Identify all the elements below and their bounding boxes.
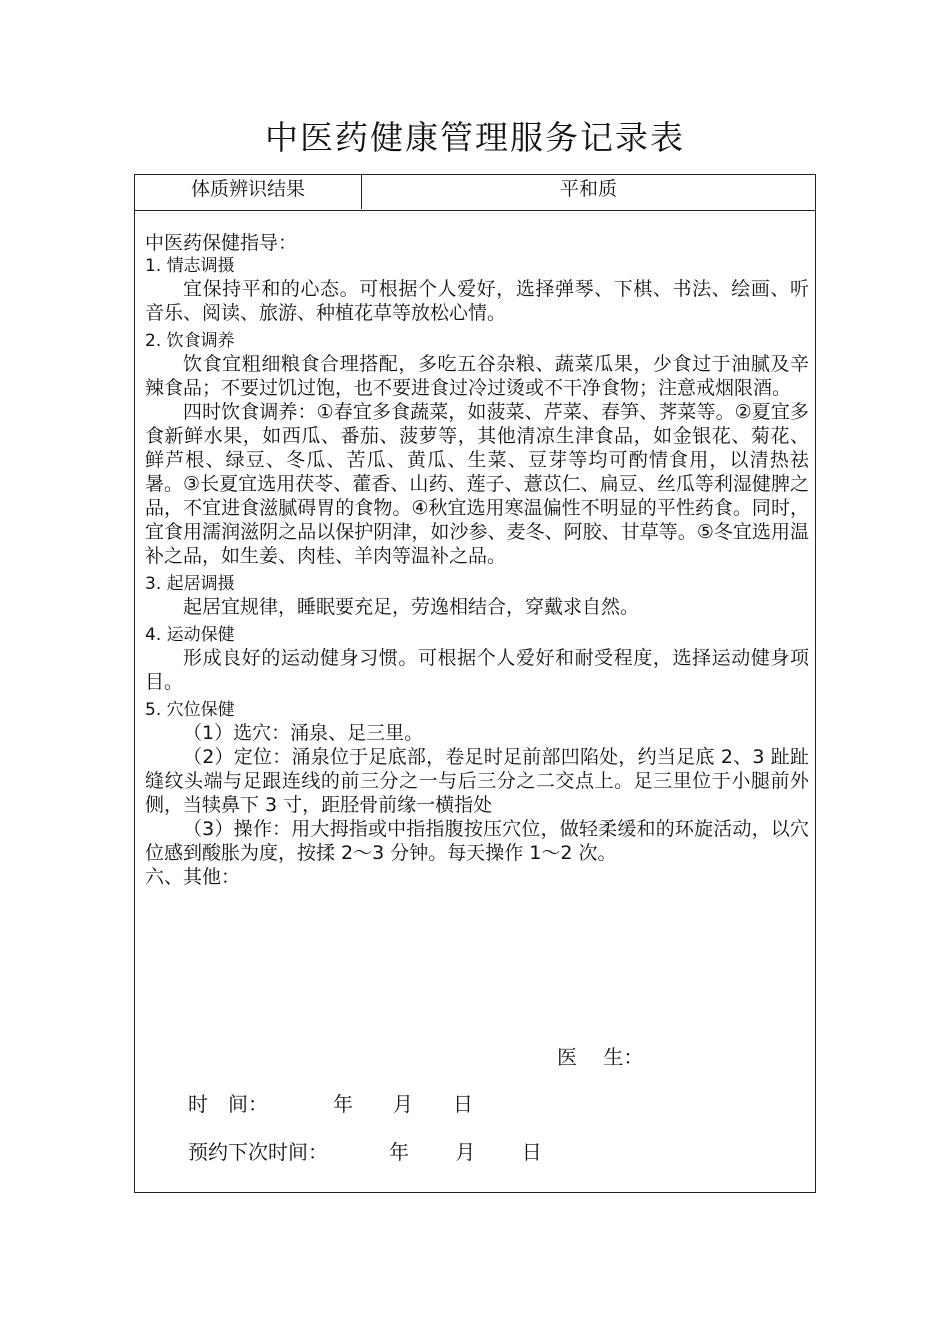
time-label: 时 间： [188, 1092, 268, 1116]
guidance-title: 中医药保健指导： [145, 232, 298, 254]
constitution-result-value: 平和质 [559, 178, 617, 200]
section-4-heading: 4. 运动保健 [145, 625, 235, 645]
page-title: 中医药健康管理服务记录表 [265, 118, 685, 157]
section-2-heading: 2. 饮食调养 [145, 331, 235, 351]
section-5-heading: 5. 穴位保健 [145, 700, 235, 720]
next-appointment-date: 年 月 日 [389, 1140, 542, 1164]
section-2-text-1: 饮食宜粗细粮食合理搭配，多吃五谷杂粮、蔬菜瓜果，少食过于油腻及辛辣食品；不要过饥过饱，也不要进食过冷过烫或不干净食物；注意戒烟限酒。 [145, 353, 809, 399]
section-5-text-2: （2）定位：涌泉位于足底部，卷足时足前部凹陷处，约当足底 2、3 趾趾缝纹头端与足跟连线的前三分之一与后三分之二交点上。足三里位于小腿前外侧，当犊鼻下 3 寸，距胫骨前缘一横指处 [145, 746, 809, 816]
section-1-heading: 1. 情志调摄 [145, 256, 235, 276]
record-table [134, 174, 816, 1193]
time-date: 年 月 日 [333, 1092, 473, 1116]
section-4-text: 形成良好的运动健身习惯。可根据个人爱好和耐受程度，选择运动健身项目。 [145, 647, 809, 693]
section-3-text: 起居宜规律，睡眠要充足，劳逸相结合，穿戴求自然。 [183, 596, 640, 618]
section-1-text: 宜保持平和的心态。可根据个人爱好，选择弹琴、下棋、书法、绘画、听音乐、阅读、旅游、种植花草等放松心情。 [145, 278, 809, 324]
section-2-text-2: 四时饮食调养：①春宜多食蔬菜，如菠菜、芹菜、春笋、荠菜等。②夏宜多食新鲜水果，如西瓜、番茄、菠萝等，其他清凉生津食品，如金银花、菊花、鲜芦根、绿豆、冬瓜、苦瓜、黄瓜、生菜、豆芽等均可酌情食用，以清热祛暑。③长夏宜选用茯苓、藿香、山药、莲子、薏苡仁、扁豆、丝瓜等利湿健脾之品，不宜进食滋腻碍胃的食物。④秋宜选用寒温偏性不明显的平性药食。同时，宜食用濡润滋阴之品以保护阴津，如沙参、麦冬、阿胶、甘草等。⑤冬宜选用温补之品，如生姜、肉桂、羊肉等温补之品。 [145, 401, 809, 567]
section-5-text-1: （1）选穴：涌泉、足三里。 [183, 722, 424, 744]
doctor-label: 医 生： [557, 1045, 644, 1069]
guidance-section [145, 231, 809, 889]
section-3-heading: 3. 起居调摄 [145, 574, 235, 594]
next-appointment-label: 预约下次时间： [188, 1140, 328, 1164]
section-5-text-3: （3）操作：用大拇指或中指指腹按压穴位，做轻柔缓和的环旋活动，以穴位感到酸胀为度，按揉 2～3 分钟。每天操作 1～2 次。 [145, 818, 809, 864]
constitution-result-row [135, 175, 815, 211]
section-6-heading: 六、其他： [145, 866, 241, 888]
constitution-result-label: 体质辨识结果 [135, 175, 362, 209]
